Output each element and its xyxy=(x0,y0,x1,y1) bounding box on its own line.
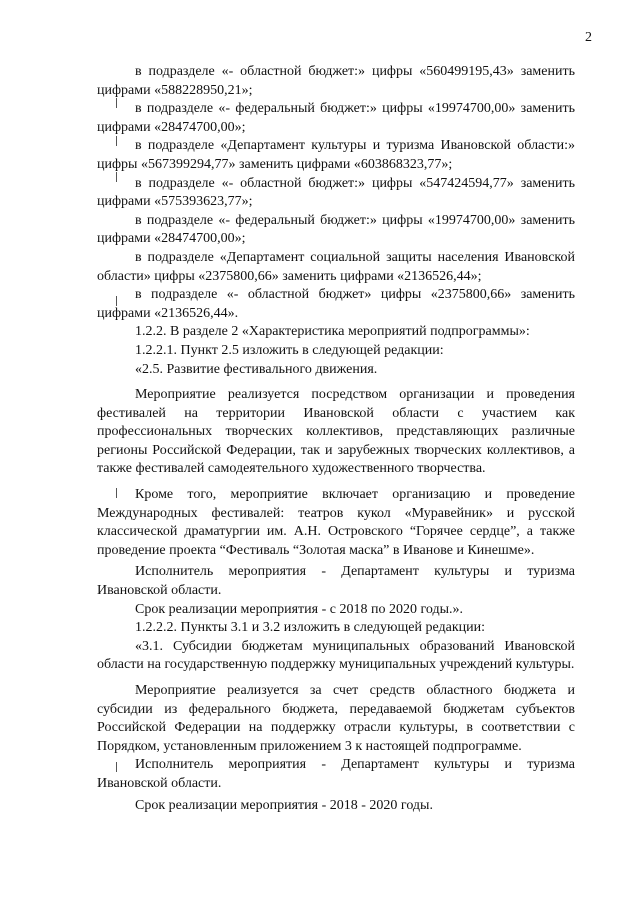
paragraph-festivals: Мероприятие реализуется посредством организации и проведения фестивалей на территории Ивановской области с участием как профессиональных творческих коллективов, представляющих различные регионы Российской Федерации, так и зарубежных творческих коллективов, а также фестивалей самодеятельного художественного творчества. xyxy=(97,387,575,477)
paragraph-funding: Мероприятие реализуется за счет средств областного бюджета и субсидии из федерального бюджета, передаваемой бюджетам субъектов Российской Федерации на поддержку отрасли культуры, в соответствии с Порядком, установленным приложением 3 к настоящей подпрограмме. xyxy=(97,683,575,754)
section-heading-1-2-2-2: 1.2.2.2. Пункты 3.1 и 3.2 изложить в следующей редакции: xyxy=(135,620,486,636)
item-heading-2-5: «2.5. Развитие фестивального движения. xyxy=(135,361,378,377)
page-number: 2 xyxy=(585,30,592,45)
paragraph-1: в подразделе «- областной бюджет:» цифры «560499195,43» заменить цифрами «588228950,21»; xyxy=(97,64,575,98)
paragraph-term-1: Срок реализации мероприятия - с 2018 по 2020 годы.». xyxy=(135,601,463,617)
document-body xyxy=(97,63,575,815)
paragraph-4: в подразделе «- областной бюджет:» цифры «547424594,77» заменить цифрами «575393623,77»; xyxy=(97,175,575,210)
paragraph-3: в подразделе «Департамент культуры и туризма Ивановской области:» цифры «567399294,77» заменить цифрами «603868323,77»; xyxy=(97,138,575,172)
paragraph-international-festivals: Кроме того, мероприятие включает организацию и проведение Международных фестивалей: театров кукол «Муравейник» и русской классической драматургии им. А.Н. Островского “Горячее сердце”, а также проведение проекта “Фестиваль “Золотая маска” в Иванове и Кинешме». xyxy=(97,487,575,558)
paragraph-2: в подразделе «- федеральный бюджет:» цифры «19974700,00» заменить цифрами «28474700,00»; xyxy=(97,101,575,135)
section-heading-1-2-2: 1.2.2. В разделе 2 «Характеристика мероприятий подпрограммы»: xyxy=(135,324,530,340)
paragraph-executor-1: Исполнитель мероприятия - Департамент культуры и туризма Ивановской области. xyxy=(97,564,575,599)
paragraph-6: в подразделе «Департамент социальной защиты населения Ивановской области» цифры «2375800,66» заменить цифрами «2136526,44»; xyxy=(97,249,575,284)
item-heading-3-1: «3.1. Субсидии бюджетам муниципальных образований Ивановской области на государственную поддержку муниципальных учреждений культуры. xyxy=(97,638,575,673)
paragraph-7: в подразделе «- областной бюджет» цифры «2375800,66» заменить цифрами «2136526,44». xyxy=(97,287,575,321)
paragraph-term-2: Срок реализации мероприятия - 2018 - 2020 годы. xyxy=(135,797,433,813)
paragraph-executor-2: Исполнитель мероприятия - Департамент культуры и туризма Ивановской области. xyxy=(97,757,575,791)
paragraph-5: в подразделе «- федеральный бюджет:» цифры «19974700,00» заменить цифрами «28474700,00»; xyxy=(97,212,575,247)
section-heading-1-2-2-1: 1.2.2.1. Пункт 2.5 изложить в следующей редакции: xyxy=(135,342,444,358)
